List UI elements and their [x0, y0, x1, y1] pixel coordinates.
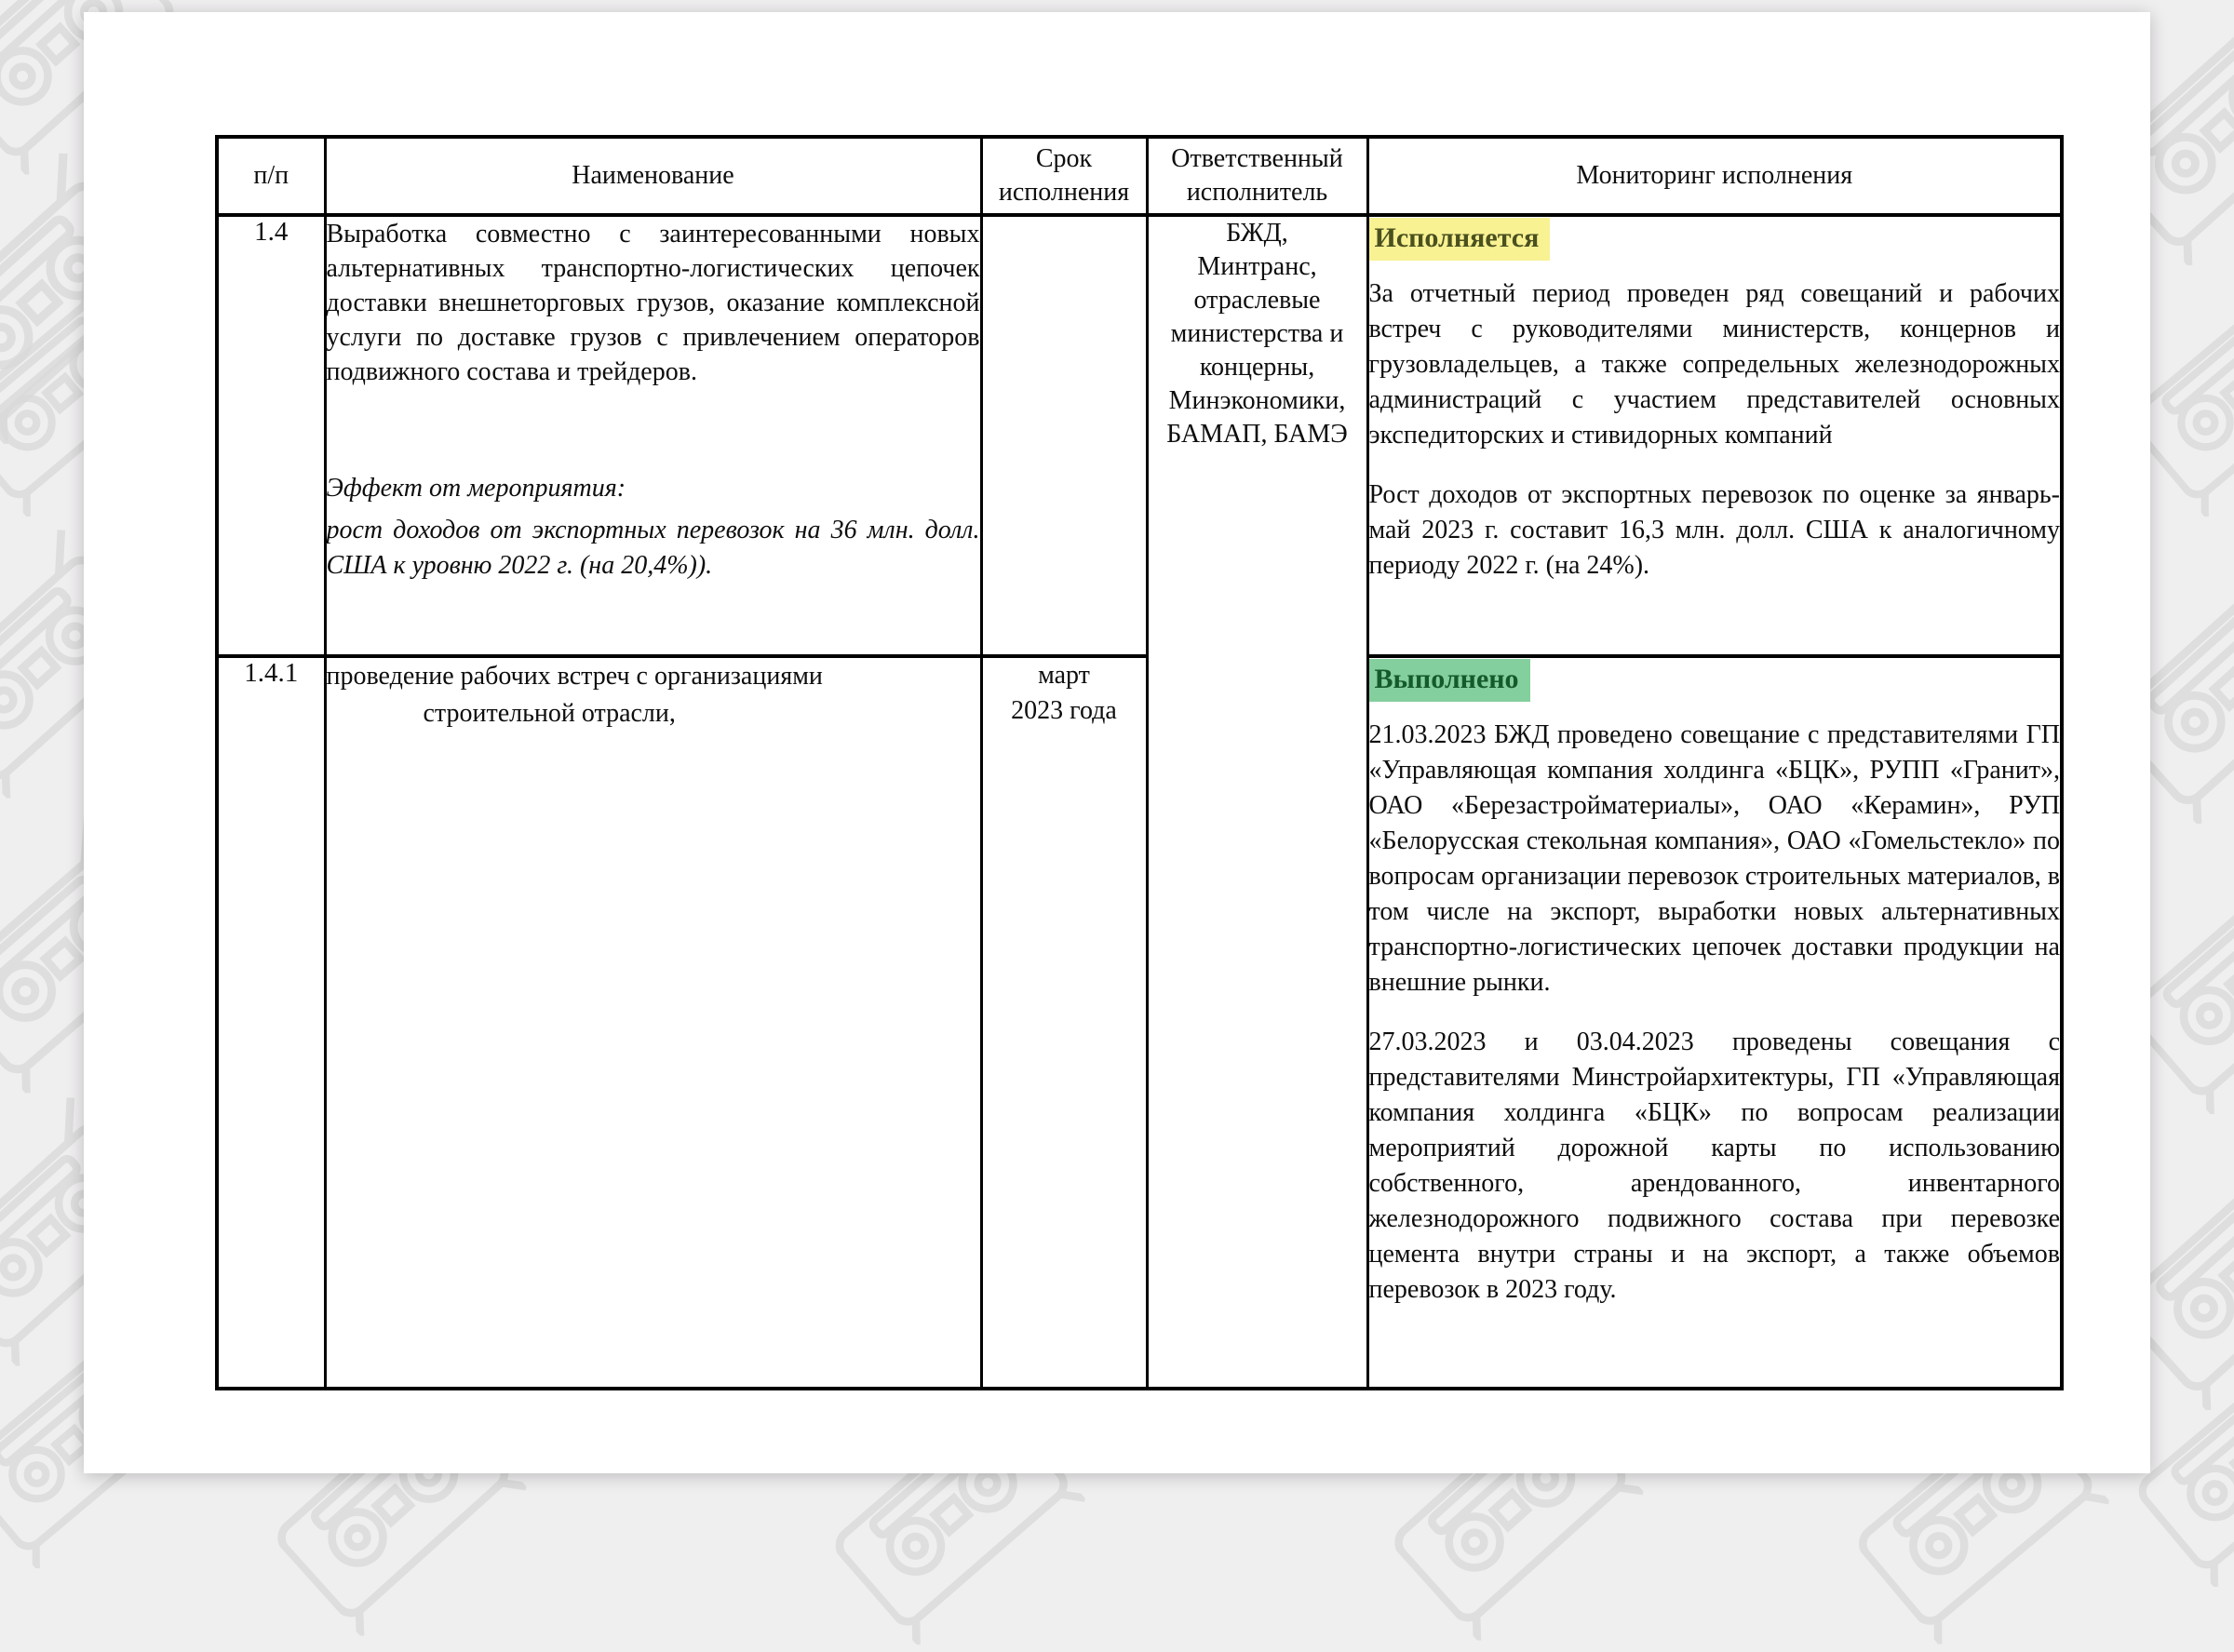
responsible-line: концерны, — [1199, 353, 1315, 382]
status-badge-done: Выполнено — [1369, 659, 1530, 702]
monitoring-paragraph: За отчетный период проведен ряд совещаний и рабочих встреч с руководителями министерств, концернов и грузовладельцев, а также сопредельных железнодорожных администраций с участием представителей основных экспедиторских и стивидорных компаний — [1368, 279, 2060, 450]
monitoring-paragraph: 27.03.2023 и 03.04.2023 проведены совещания с представителями Минстройархитектуры, ГП «Управляющая компания холдинга «БЦК» по вопросам реализации мероприятий дорожной карты по использованию собственного, арендованного, инвентарного железнодорожного подвижного состава при перевозке цемента внутри страны и на экспорт, а также объемов перевозок в 2023 году. — [1368, 1027, 2060, 1304]
row-1-4-1-name-line2: строительной отрасли, — [423, 699, 676, 728]
header-name: Наименование — [325, 137, 981, 215]
responsible-line: министерства и — [1170, 319, 1344, 348]
responsible-line: Минтранс, — [1197, 252, 1317, 281]
row-1-4-number: 1.4 — [217, 215, 325, 656]
monitoring-table — [215, 135, 2064, 1390]
status-badge-in-progress: Исполняется — [1369, 218, 1551, 261]
monitoring-paragraph: 21.03.2023 БЖД проведено совещание с представителями ГП «Управляющая компания холдинга «БЦК», РУПП «Гранит», ОАО «Березастройматериалы», ОАО «Керамин», РУП «Белорусская стекольная компания», ОАО «Гомельстекло» по вопросам организации перевозок строительных материалов, в том числе на экспорт, выработки новых альтернативных транспортно-логистических цепочек доставки продукции на внешние рынки. — [1368, 720, 2060, 997]
header-responsible: Ответственный исполнитель — [1147, 137, 1367, 215]
responsible-line: БАМАП, БАМЭ — [1166, 420, 1348, 449]
header-num: п/п — [217, 137, 325, 215]
row-1-4-name-cell — [325, 215, 981, 656]
responsible-line: отраслевые — [1193, 286, 1321, 315]
table-row-1-4-1 — [217, 656, 2062, 1389]
row-1-4-1-monitoring-cell — [1367, 656, 2062, 1389]
row-1-4-monitoring-cell — [1367, 215, 2062, 656]
row-1-4-1-number: 1.4.1 — [217, 656, 325, 1389]
table-row-1-4 — [217, 215, 2062, 656]
term-line: 2023 года — [1011, 696, 1117, 725]
row-1-4-name-text: Выработка совместно с заинтересованными новых альтернативных транспортно-логистических цепочек доставки внешнеторговых грузов, оказание комплексной услуги по доставке грузов с привлечением операторов подвижного состава и трейдеров. — [326, 220, 980, 386]
row-1-4-term-cell — [981, 215, 1147, 656]
header-row — [217, 137, 2062, 215]
header-term: Срок исполнения — [981, 137, 1147, 215]
term-line: март — [1038, 661, 1090, 690]
header-monitoring: Мониторинг исполнения — [1367, 137, 2062, 215]
responsible-line: БЖД, — [1226, 219, 1288, 248]
row-1-4-1-name-cell — [325, 656, 981, 1389]
monitoring-paragraph: Рост доходов от экспортных перевозок по оценке за январь-май 2023 г. составит 16,3 млн. долл. США к аналогичному периоду 2022 г. (на 24%). — [1368, 480, 2060, 580]
row-1-4-1-name-line1: проведение рабочих встреч с организациями — [326, 662, 823, 691]
document-page — [84, 12, 2150, 1473]
row-1-4-effect-label: Эффект от мероприятия: — [326, 474, 626, 503]
row-1-4-effect-text: рост доходов от экспортных перевозок на 36 млн. долл. США к уровню 2022 г. (на 20,4%)). — [326, 516, 980, 580]
responsible-cell — [1147, 215, 1367, 1389]
responsible-line: Минэкономики, — [1168, 386, 1346, 415]
row-1-4-1-term-cell — [981, 656, 1147, 1389]
